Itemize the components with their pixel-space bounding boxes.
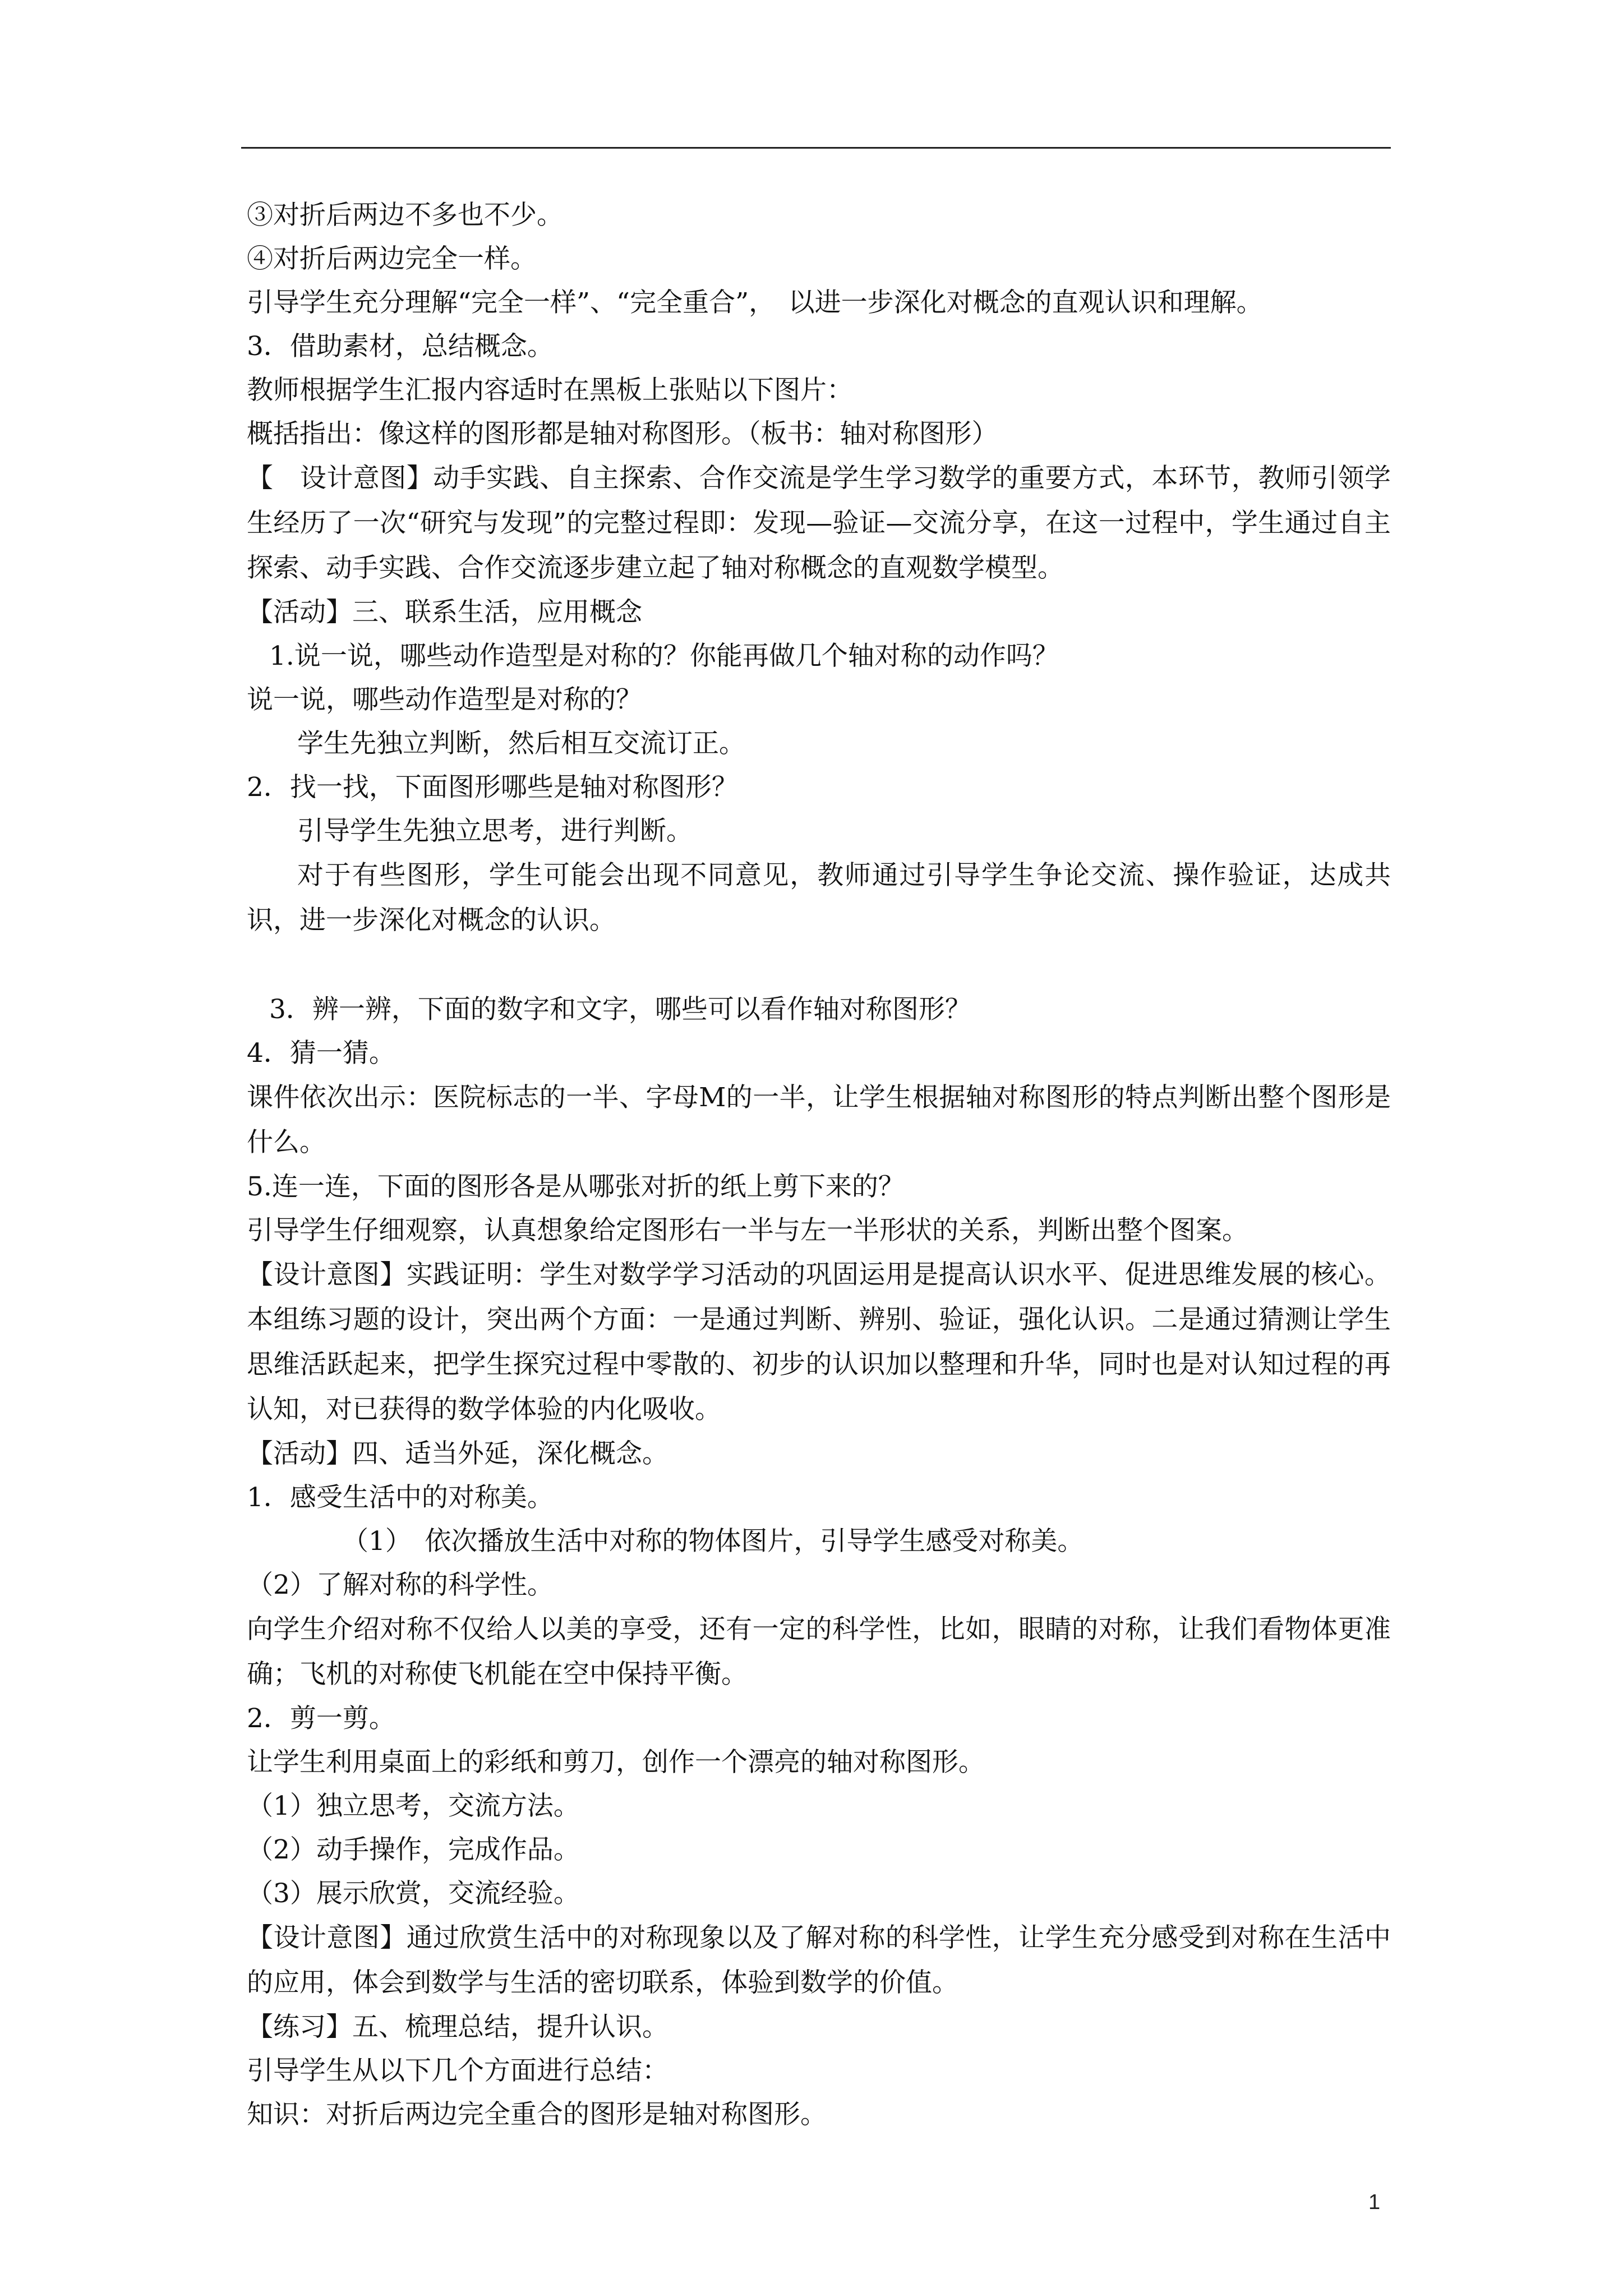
- design-intent-paragraph: 【 设计意图】动手实践、自主探索、合作交流是学生学习数学的重要方式，本环节，教师引领学生经历了一次“研究与发现”的完整过程即：发现—验证—交流分享，在这一过程中，学生通过自主探索、动手实践、合作交流逐步建立起了轴对称概念的直观数学模型。: [247, 463, 1391, 583]
- text-line: （1）独立思考，交流方法。: [247, 1791, 580, 1821]
- text-line: （2）动手操作，完成作品。: [247, 1834, 580, 1865]
- text-line: 1.说一说，哪些动作造型是对称的？你能再做几个轴对称的动作吗？: [269, 641, 1059, 671]
- text-line: 3．借助素材，总结概念。: [247, 331, 554, 362]
- text-line: 学生先独立判断，然后相互交流订正。: [297, 728, 745, 759]
- text-line: 引导学生充分理解“完全一样”、“完全重合”， 以进一步深化对概念的直观认识和理解。: [247, 287, 1263, 318]
- spacer: [247, 943, 1391, 988]
- paragraph: 对于有些图形，学生可能会出现不同意见，教师通过引导学生争论交流、操作验证，达成共识，进一步深化对概念的认识。: [247, 860, 1391, 936]
- text-line: 概括指出：像这样的图形都是轴对称图形。（板书：轴对称图形）: [247, 418, 998, 449]
- text-line: （1） 依次播放生活中对称的物体图片，引导学生感受对称美。: [342, 1526, 1084, 1557]
- text-line: ④对折后两边完全一样。: [247, 243, 537, 274]
- text-line: 知识：对折后两边完全重合的图形是轴对称图形。: [247, 2099, 827, 2130]
- document-body: [247, 194, 1391, 2137]
- text-line: 说一说，哪些动作造型是对称的？: [247, 684, 642, 715]
- text-line: 4．猜一猜。: [247, 1038, 395, 1069]
- page-number: 1: [1368, 2191, 1381, 2214]
- section-heading: 【活动】四、适当外延，深化概念。: [247, 1438, 668, 1469]
- text-line: ③对折后两边不多也不少。: [247, 200, 563, 231]
- section-heading: 【练习】五、梳理总结，提升认识。: [247, 2012, 668, 2042]
- text-line: （3）展示欣赏，交流经验。: [247, 1878, 580, 1909]
- text-line: 2．找一找，下面图形哪些是轴对称图形？: [247, 772, 738, 803]
- section-heading: 【活动】三、联系生活，应用概念: [247, 597, 642, 628]
- text-line: 1．感受生活中的对称美。: [247, 1482, 554, 1513]
- text-line: 引导学生仔细观察，认真想象给定图形右一半与左一半形状的关系，判断出整个图案。: [247, 1215, 1248, 1246]
- text-line: 引导学生从以下几个方面进行总结：: [247, 2055, 668, 2086]
- text-line: 让学生利用桌面上的彩纸和剪刀，创作一个漂亮的轴对称图形。: [247, 1747, 985, 1778]
- paragraph: 课件依次出示：医院标志的一半、字母M的一半，让学生根据轴对称图形的特点判断出整个图形是什么。: [247, 1082, 1391, 1158]
- design-intent-paragraph: 【设计意图】通过欣赏生活中的对称现象以及了解对称的科学性，让学生充分感受到对称在生活中的应用，体会到数学与生活的密切联系，体验到数学的价值。: [247, 1922, 1391, 1998]
- text-line: 教师根据学生汇报内容适时在黑板上张贴以下图片：: [247, 375, 853, 406]
- design-intent-paragraph: 【设计意图】实践证明：学生对数学学习活动的巩固运用是提高认识水平、促进思维发展的核心。本组练习题的设计，突出两个方面：一是通过判断、辨别、验证，强化认识。二是通过猜测让学生思维活跃起来，把学生探究过程中零散的、初步的认识加以整理和升华，同时也是对认知过程的再认知，对已获得的数学体验的内化吸收。: [247, 1259, 1391, 1425]
- text-line: 5.连一连，下面的图形各是从哪张对折的纸上剪下来的？: [247, 1171, 905, 1202]
- text-line: （2）了解对称的科学性。: [247, 1570, 554, 1600]
- text-line: 3．辨一辨，下面的数字和文字，哪些可以看作轴对称图形？: [269, 994, 971, 1025]
- header-rule: [241, 147, 1391, 149]
- text-line: 引导学生先独立思考，进行判断。: [297, 816, 693, 846]
- text-line: 2．剪一剪。: [247, 1703, 395, 1734]
- paragraph: 向学生介绍对称不仅给人以美的享受，还有一定的科学性，比如，眼睛的对称，让我们看物体更准确；飞机的对称使飞机能在空中保持平衡。: [247, 1614, 1391, 1690]
